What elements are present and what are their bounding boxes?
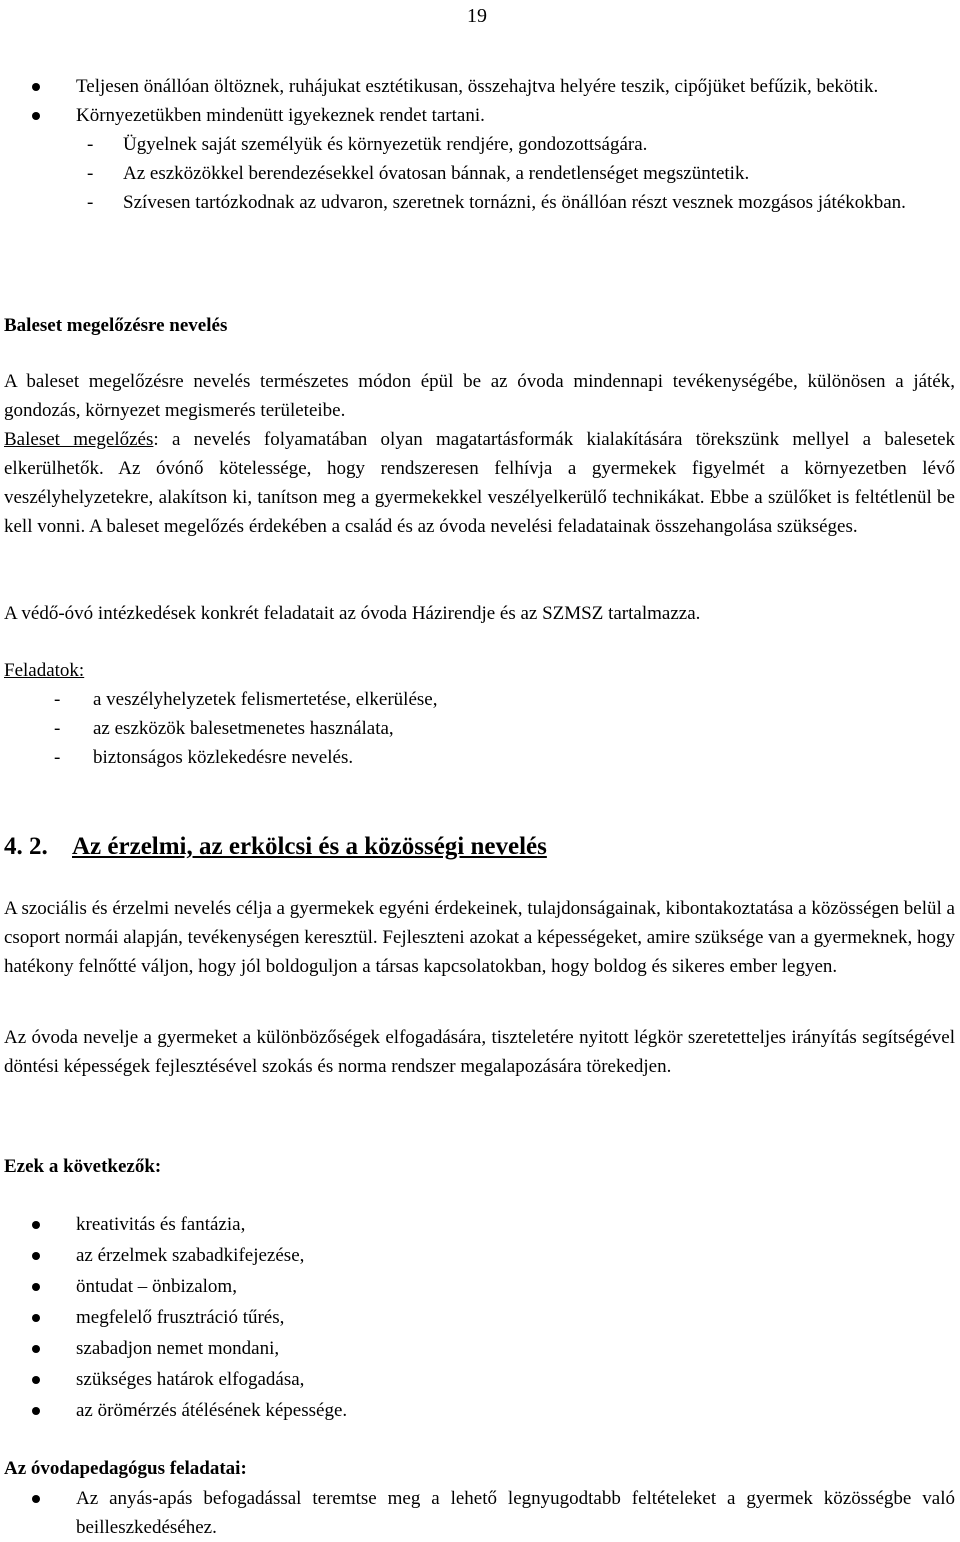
list-item: szabadjon nemet mondani, — [0, 1333, 955, 1364]
bullet-icon — [32, 1495, 40, 1503]
bullet-icon — [32, 1345, 40, 1353]
dash-marker: - — [54, 747, 61, 768]
chapter-number: 4. 2. — [4, 833, 48, 860]
bullet-icon — [32, 112, 40, 120]
accident-prevention-term: Baleset megelőzés — [4, 429, 154, 450]
dash-marker: - — [87, 192, 94, 213]
dash-marker: - — [87, 134, 94, 155]
chapter-paragraph-1: A szociális és érzelmi nevelés célja a gyermekek egyéni érdekeinek, tulajdonságainak, kibontakoztatása a közösségen belül a csoport normái alapján, tevékenységen keresztül. Fejleszteni azokat a képességeket, amire szüksége van a gyermeknek, hogy hatékony felnőtté váljon, hogy jól boldoguljon a társas kapcsolatokban, hogy boldog és sikeres ember legyen. — [4, 898, 955, 977]
top-bullet-list — [0, 72, 955, 217]
list-item: - az eszközök balesetmenetes használata, — [0, 714, 955, 743]
list-item: öntudat – önbizalom, — [0, 1271, 955, 1302]
list-item: kreativitás és fantázia, — [0, 1209, 955, 1240]
bullet-icon — [32, 1252, 40, 1260]
list-item: Környezetükben mindenütt igyekeznek rendet tartani. — [0, 101, 955, 130]
list-item: - a veszélyhelyzetek felismertetése, elkerülése, — [0, 685, 955, 714]
dash-marker: - — [54, 689, 61, 710]
tasks-list — [0, 685, 955, 772]
chapter-heading — [4, 832, 955, 861]
following-list — [0, 1209, 955, 1426]
teacher-tasks-list — [0, 1484, 955, 1542]
accident-prevention-paragraph: Baleset megelőzés: a nevelés folyamatában olyan magatartásformák kialakítására törekszünk mellyel a balesetek elkerülhetők. Az óvónő kötelessége, hogy rendszeresen felhívja a gyermekek figyelmét a környezetben lévő veszélyhelyzetekre, alakítson ki, tanítson meg a gyermekekkel veszélyelkerülő technikákat. Ebbe a szülőket is feltétlenül be kell vonni. A baleset megelőzés érdekében a család és az óvoda nevelési feladatainak összehangolása szükséges. — [4, 429, 956, 537]
bullet-icon — [32, 1407, 40, 1415]
list-item: Teljesen önállóan öltöznek, ruhájukat esztétikusan, összehajtva helyére teszik, cipőjüket befűzik, bekötik. — [0, 72, 955, 101]
following-label: Ezek a következők: — [4, 1156, 162, 1177]
accident-paragraph: A baleset megelőzésre nevelés természetes módon épül be az óvoda mindennapi tevékenységébe, különösen a játék, gondozás, környezet megismerés területeibe. — [4, 371, 955, 421]
tasks-label: Feladatok: — [4, 660, 85, 681]
bullet-icon — [32, 83, 40, 91]
list-item: az örömérzés átélésének képessége. — [0, 1395, 955, 1426]
regulations-paragraph: A védő-óvó intézkedések konkrét feladatait az óvoda Házirendje és az SZMSZ tartalmazza. — [4, 603, 701, 624]
dash-marker: - — [87, 163, 94, 184]
page-number: 19 — [467, 5, 487, 27]
sub-list-item: - Az eszközökkel berendezésekkel óvatosan bánnak, a rendetlenséget megszüntetik. — [0, 159, 955, 188]
chapter-title: Az érzelmi, az erkölcsi és a közösségi nevelés — [72, 833, 547, 860]
list-item: Az anyás-apás befogadással teremtse meg a lehető legnyugodtabb feltételeket a gyermek közösségbe való beilleszkedéséhez. — [0, 1484, 955, 1542]
dash-marker: - — [54, 718, 61, 739]
sub-list-item: - Szívesen tartózkodnak az udvaron, szeretnek tornázni, és önállóan részt vesznek mozgásos játékokban. — [0, 188, 955, 217]
bullet-icon — [32, 1283, 40, 1291]
list-item: az érzelmek szabadkifejezése, — [0, 1240, 955, 1271]
sub-list-item: - Ügyelnek saját személyük és környezetük rendjére, gondozottságára. — [0, 130, 955, 159]
teacher-tasks-label: Az óvodapedagógus feladatai: — [4, 1458, 247, 1479]
list-item: megfelelő frusztráció tűrés, — [0, 1302, 955, 1333]
bullet-icon — [32, 1314, 40, 1322]
section-heading-accident: Baleset megelőzésre nevelés — [4, 315, 228, 336]
bullet-icon — [32, 1221, 40, 1229]
chapter-paragraph-2: Az óvoda nevelje a gyermeket a különbözőségek elfogadására, tiszteletére nyitott légkör szeretetteljes irányítás segítségével döntési képességek fejlesztésével szokás és norma rendszer megalapozására törekedjen. — [4, 1027, 955, 1077]
list-item: szükséges határok elfogadása, — [0, 1364, 955, 1395]
list-item: - biztonságos közlekedésre nevelés. — [0, 743, 955, 772]
bullet-icon — [32, 1376, 40, 1384]
